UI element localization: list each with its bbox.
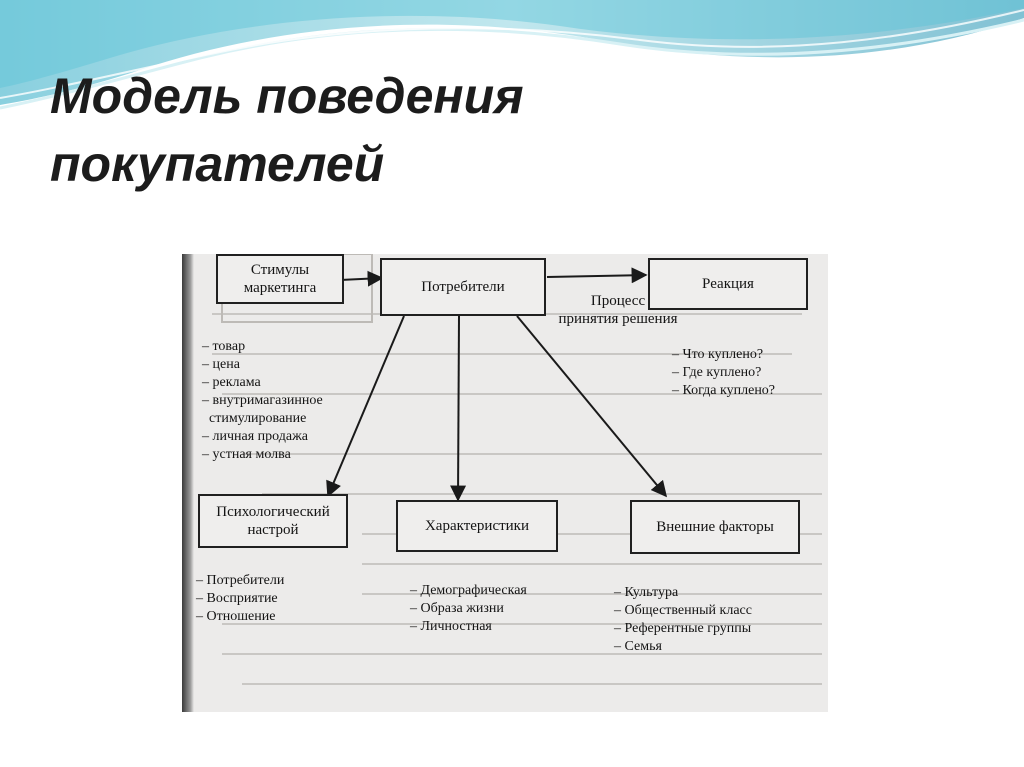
list-item: – устная молва <box>202 446 323 464</box>
list-item: – личная продажа <box>202 428 323 446</box>
node-external-factors: Внешние факторы <box>630 500 800 554</box>
scanned-diagram <box>182 254 828 712</box>
psychological-list <box>196 572 284 626</box>
list-item: – Потребители <box>196 572 284 590</box>
list-item: – Когда куплено? <box>672 382 775 400</box>
list-item: – внутримагазинное <box>202 392 323 410</box>
list-item: – Семья <box>614 638 752 656</box>
list-item: – Культура <box>614 584 752 602</box>
stimuli-list <box>202 338 323 464</box>
list-item: – Восприятие <box>196 590 284 608</box>
list-item: – Образа жизни <box>410 600 527 618</box>
decision-process-label: Процесс принятия решения <box>558 293 678 327</box>
external-factors-list <box>614 584 752 656</box>
list-item: – Где куплено? <box>672 364 775 382</box>
list-item: – товар <box>202 338 323 356</box>
list-item: – Демографическая <box>410 582 527 600</box>
reaction-list <box>672 346 775 400</box>
arrow-stimuli-to-consumers <box>340 278 382 280</box>
list-item: – цена <box>202 356 323 374</box>
slide-title <box>50 62 750 198</box>
node-reaction: Реакция <box>648 258 808 310</box>
node-marketing-stimuli: Стимулы маркетинга <box>216 254 344 304</box>
node-psychological-attitude: Психологический настрой <box>198 494 348 548</box>
list-item: – Личностная <box>410 618 527 636</box>
list-item: – Что куплено? <box>672 346 775 364</box>
list-item: – реклама <box>202 374 323 392</box>
title-line-2: покупателей <box>50 136 385 192</box>
title-line-1: Модель поведения <box>50 68 524 124</box>
characteristics-list <box>410 582 527 636</box>
list-item: стимулирование <box>209 411 307 426</box>
arrow-consumers-to-reaction <box>547 275 646 277</box>
node-characteristics: Характеристики <box>396 500 558 552</box>
list-item: – Референтные группы <box>614 620 752 638</box>
list-item: – Общественный класс <box>614 602 752 620</box>
arrow-consumers-to-psych <box>328 316 404 496</box>
list-item: – Отношение <box>196 608 284 626</box>
arrow-consumers-to-external <box>517 316 666 496</box>
arrow-consumers-to-characteristics <box>458 316 459 500</box>
node-consumers: Потребители <box>380 258 546 316</box>
